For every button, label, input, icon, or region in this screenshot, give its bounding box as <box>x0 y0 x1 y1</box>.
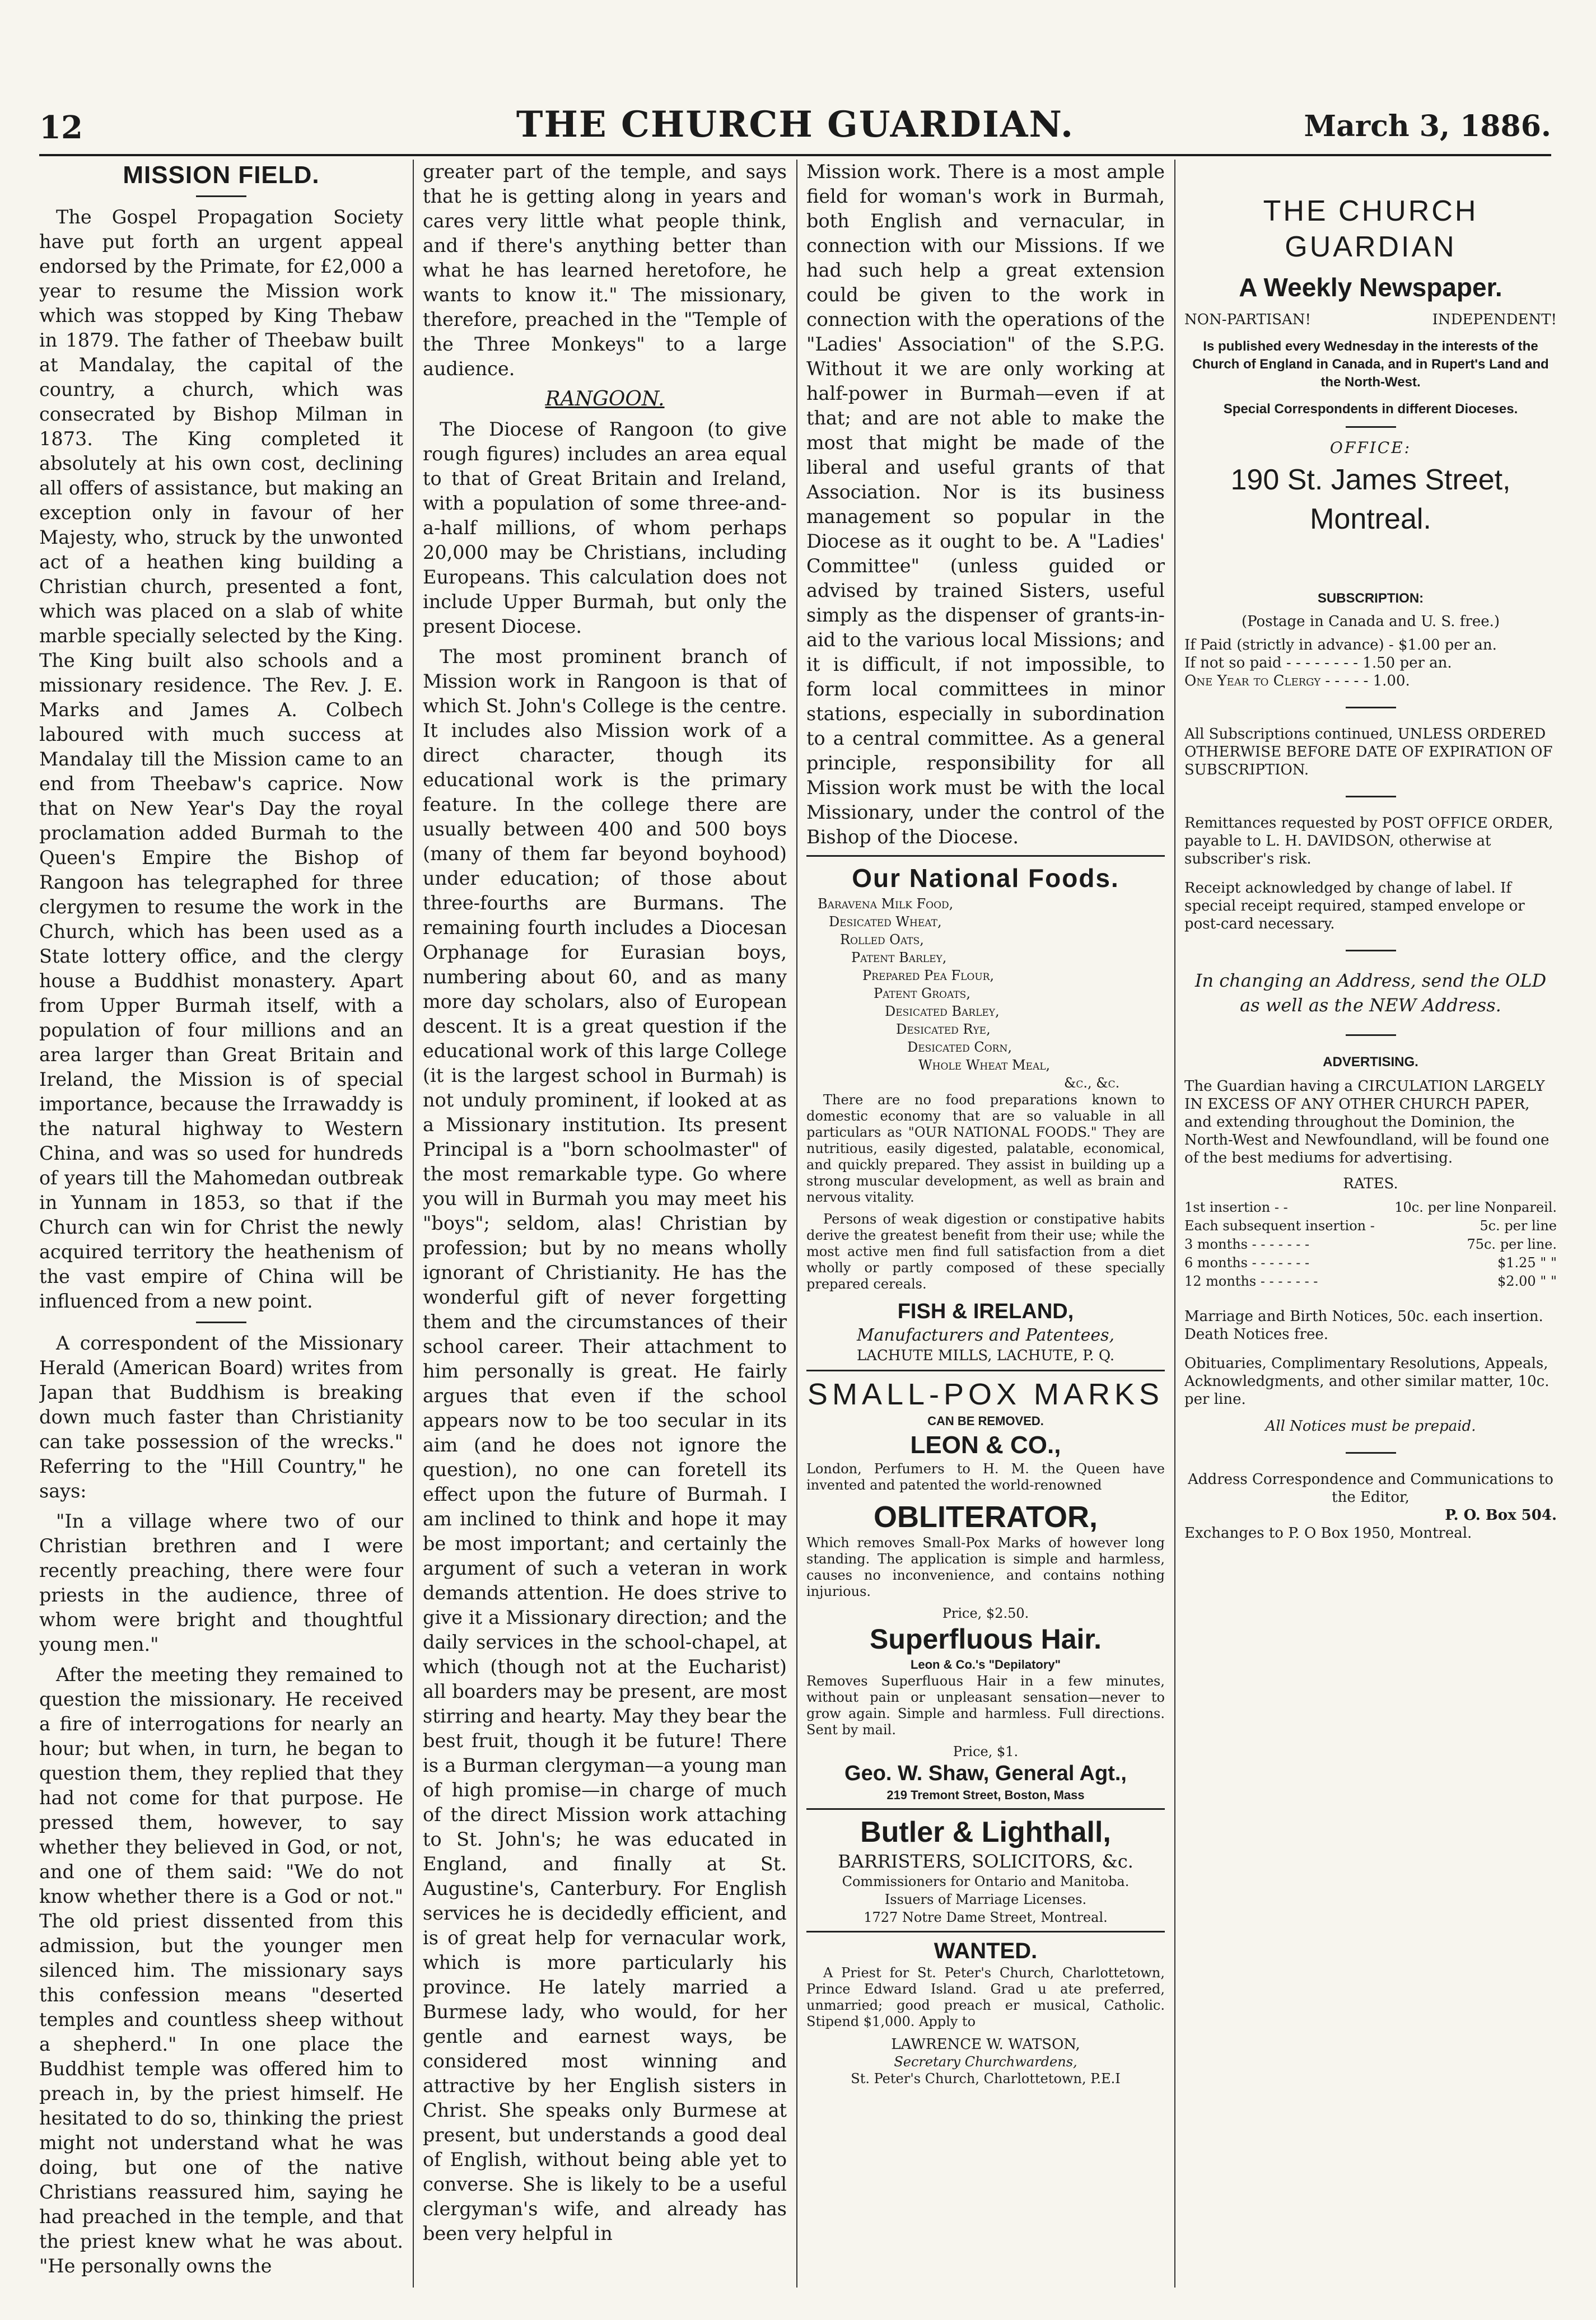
receipt-notice: Receipt acknowledged by change of label. If special receipt required, stamped envelope or post-card necessary. <box>1184 880 1525 932</box>
divider <box>1346 1452 1396 1454</box>
st-peters-address: St. Peter's Church, Charlottetown, P.E.I <box>851 2071 1121 2086</box>
rates-heading: RATES. <box>1343 1175 1398 1192</box>
rate-label: 3 months - - - - - - - <box>1184 1236 1310 1252</box>
list-item: Rolled Oats, <box>840 932 924 947</box>
obliterator-price: Price, $2.50. <box>942 1605 1029 1621</box>
marriage-notice: Marriage and Birth Notices, 50c. each insertion. Death Notices free. <box>1184 1308 1543 1343</box>
removed-label: CAN BE REMOVED. <box>927 1414 1044 1428</box>
depilatory-label: Leon & Co.'s "Depilatory" <box>910 1658 1061 1672</box>
column-3 <box>806 160 1165 2288</box>
mission-field-heading: MISSION FIELD. <box>123 161 320 189</box>
article-paragraph: A correspondent of the Missionary Herald (American Board) writes from Japan that Buddhism is breaking down much faster than Christianity can take possession of the wrecks." Referring to the "Hill Country," he says: <box>39 1332 403 1502</box>
advertising-heading: ADVERTISING. <box>1323 1054 1418 1070</box>
divider <box>1346 796 1396 797</box>
foods-advertisement <box>806 855 1165 1365</box>
list-item: Desicated Barley, <box>885 1003 1000 1019</box>
butler-advertisement <box>806 1808 1165 1926</box>
wanted-heading: WANTED. <box>934 1939 1038 1963</box>
column-1 <box>39 160 403 2288</box>
column-2 <box>423 160 787 2288</box>
article-paragraph: The Diocese of Rangoon (to give rough figures) includes an area equal to that of Great Britain and Ireland, with a population of some three-and-a-half millions, of whom perhaps 20,000 may be Christians, including Europeans. This calculation does not include Upper Burmah, but only the present Diocese. <box>423 418 787 637</box>
barristers-label: BARRISTERS, SOLICITORS, &c. <box>838 1851 1133 1872</box>
weekly-label: A Weekly Newspaper. <box>1239 273 1502 302</box>
rate-paid: If Paid (strictly in advance) - $1.00 per an. <box>1184 637 1497 653</box>
obituaries-notice: Obituaries, Complimentary Resolutions, Appeals, Acknowledgments, and other similar matter, 10c. per line. <box>1184 1355 1550 1408</box>
continued-notice: All Subscriptions continued, UNLESS ORDERED OTHERWISE BEFORE DATE OF EXPIRATION OF SUBSCRIPTION. <box>1184 726 1553 778</box>
issuers-label: Issuers of Marriage Licenses. <box>884 1892 1087 1907</box>
rate-not-paid: If not so paid - - - - - - - - 1.50 per an. <box>1184 655 1452 671</box>
ad-text: There are no food preparations known to domestic economy that are so valuable in all particulars as "OUR NATIONAL FOODS." They are nutritious, easily digested, palatable, economical, and quickly prepared. They assist in building up a strong muscular development, as well as brain and nervous vitality. <box>806 1092 1165 1205</box>
list-item: Patent Groats, <box>874 986 970 1001</box>
change-address-notice: In changing an Address, send the OLD as well as the NEW Address. <box>1194 970 1547 1016</box>
rate-value: 10c. per line Nonpareil. <box>1394 1199 1557 1215</box>
divider <box>196 195 246 197</box>
column-rule <box>796 160 797 2288</box>
office-address: 190 St. James Street, Montreal. <box>1230 464 1511 535</box>
rate-row <box>1184 1198 1557 1217</box>
rate-value: 5c. per line <box>1480 1218 1557 1234</box>
correspondents-text: Special Correspondents in different Dioceses. <box>1223 402 1518 417</box>
leon-advertisement <box>806 1370 1165 1804</box>
nonpartisan-label: NON-PARTISAN! <box>1184 311 1312 328</box>
article-paragraph: The Gospel Propagation Society have put forth an urgent appeal endorsed by the Primate, for £2,000 a year to resume the Mission work which was stopped by King Thebaw in 1879. The father of Theebaw built at Mandalay, the capital of the country, a church, which was consecrated by Bishop Milman in 1873. The King completed it absolutely at his own cost, declining all offers of assistance, but making an exception only in favour of her Majesty, who, struck by the unwonted act of a heathen king building a Christian church, presented a font, which was placed on a slab of white marble specially selected by the King. The King built also schools and a missionary residence. The Rev. J. E. Marks and James A. Colbech laboured with much success at Mandalay till the Mission came to an end from Theebaw's caprice. Now that on New Year's Day the royal proclamation added Burmah to the Queen's Empire the Bishop of Rangoon has telegraphed for three clergymen to resume the work in the Church, which has been used as a State lottery office, and the clergy house a Buddhist monastery. Apart from Upper Burmah itself, with a population of four millions and an area larger than Great Britain and Ireland, the Mission is of special importance, because the Irrawaddy is the natural highway to Western China, and was so used for hundreds of years till the Mahomedan outbreak in Yunnam in 1853, so that if the Church can win for Christ the newly acquired territory the heathenism of the vast empire of China will be influenced from a new point. <box>39 206 403 1312</box>
article-paragraph: The most prominent branch of Mission work in Rangoon is that of which St. John's College is the centre. It includes also Mission work of a direct character, though its educational work is the primary feature. In the college there are usually between 400 and 500 boys (many of them far beyond boyhood) under education; of those about three-fourths are Burmans. The remaining fourth includes a Diocesan Orphanage for Eurasian boys, numbering about 60, and as many more day scholars, also of European descent. It is a great question if the educational work of this large College (it is the largest school in Burmah) is not unduly prominent, if looked at as a Missionary institution. Its present Principal is a "born schoolmaster" of the most remarkable type. Go where you will in Burmah you may meet his "boys"; seldom, alas! Christian by profession; but by no means wholly ignorant of Christianity. He has the wonderful gift of never forgetting them and the circumstances of their school career. Their attachment to him personally is great. He fairly argues that even if the school appears now to be too secular in its aim (and he does not ignore the question), no one can foretell its effect upon the future of Burmah. I am inclined to think and hope it may be most important; and certainly the argument of such a veteran in work demands attention. He does strive to give it a Missionary direction; and the daily services in the school-chapel, at which (though not at the Eucharist) all boarders may be present, are most stirring and hearty. May they bear the best fruit, though it be future! There is a Burman clergyman—a young man of high promise—in charge of much of the direct Mission work attaching to St. John's; he was educated in England, and finally at St. Augustine's, Canterbury. For English services he is decidedly efficient, and is of great help for vernacular work, which is more particularly his province. He lately married a Burmese lady, who would, for her gentle and earnest ways, be considered most winning and attractive by her English sisters in Christ. She speaks only Burmese at present, but understands a good deal of English, without being able yet to converse. She is likely to be a useful clergyman's wife, and already has been very helpful in <box>423 646 787 2244</box>
article-paragraph: Mission work. There is a most ample field for woman's work in Burmah, both English and vernacular, in connection with our Missions. If we had such help a great extension could be given to the work in connection with the operations of the "Ladies' Association" of the S.P.G. Without it we are only working at half-power in Burmah—even if at that; and are not able to make the most that might be made of the liberal and useful grants of that Association. Nor is its business management so popular in the Diocese as it ought to be. A "Ladies' Committee" (unless guided or advised by trained Sisters, useful simply as the dispenser of grants-in-aid to the various local Missions; and it is difficult, if not impossible, to form local committees in minor stations, especially in subordination to a central committee. As a general principle, responsibility for all Mission work must be with the local Missionary, under the control of the Bishop of the Diocese. <box>806 161 1165 848</box>
address-correspondence: Address Correspondence and Communications to the Editor, <box>1188 1471 1553 1506</box>
list-item: Desicated Rye, <box>896 1021 991 1037</box>
leon-name: LEON & CO., <box>910 1431 1061 1459</box>
list-item: Desicated Corn, <box>907 1039 1012 1055</box>
independent-label: INDEPENDENT! <box>1432 311 1557 328</box>
nonpartisan-row <box>1184 309 1557 331</box>
rate-value: 75c. per line. <box>1467 1236 1557 1252</box>
shaw-name: Geo. W. Shaw, General Agt., <box>844 1762 1127 1785</box>
wanted-advertisement <box>806 1931 1165 2087</box>
watson-name: LAWRENCE W. WATSON, <box>891 2036 1080 2053</box>
list-item: Whole Wheat Meal, <box>918 1057 1051 1073</box>
rate-clergy: One Year to Clergy - - - - - 1.00. <box>1184 673 1410 689</box>
foods-list <box>806 895 1165 1092</box>
page-number: 12 <box>39 109 83 146</box>
spacer <box>1184 539 1557 589</box>
rate-label: 6 months - - - - - - - <box>1184 1255 1310 1271</box>
fish-ireland-sub: Manufacturers and Patentees, <box>856 1325 1115 1345</box>
rates-table <box>1184 1198 1557 1291</box>
newspaper-title: THE CHURCH GUARDIAN. <box>516 104 1075 146</box>
prepaid-notice: All Notices must be prepaid. <box>1265 1418 1476 1435</box>
advertising-text: The Guardian having a CIRCULATION LARGELY IN EXCESS OF ANY OTHER CHURCH PAPER, and extending throughout the Dominion, the North-West and Newfoundland, will be found one of the best mediums for advertising. <box>1184 1078 1550 1166</box>
ad-text: A Priest for St. Peter's Church, Charlottetown, Prince Edward Island. Grad u ate preferred, unmarried; good preach er musical, Catholic. Stipend $1,000. Apply to <box>806 1965 1165 2029</box>
commissioners-label: Commissioners for Ontario and Manitoba. <box>842 1874 1130 1889</box>
guardian-title: THE CHURCH GUARDIAN <box>1263 195 1478 263</box>
rate-value: $1.25 " " <box>1497 1255 1557 1271</box>
fish-ireland-name: FISH & IRELAND, <box>897 1300 1074 1323</box>
ad-text: London, Perfumers to H. M. the Queen have invented and patented the world-renowned <box>806 1461 1165 1493</box>
column-4 <box>1184 160 1557 2288</box>
masthead <box>39 104 1551 156</box>
published-text: Is published every Wednesday in the interests of the Church of England in Canada, and in Rupert's Land and the North-West. <box>1192 339 1549 390</box>
fish-ireland-address: LACHUTE MILLS, LACHUTE, P. Q. <box>856 1347 1115 1364</box>
divider <box>1346 950 1396 951</box>
rangoon-heading: RANGOON. <box>545 388 665 410</box>
divider <box>1346 707 1396 708</box>
divider <box>1346 426 1396 428</box>
article-paragraph: "In a village where two of our Christian brethren and I were recently preaching, there were four priests in the audience, three of whom were bright and thoughtful young men." <box>39 1510 403 1655</box>
postage-note: (Postage in Canada and U. S. free.) <box>1241 613 1500 630</box>
article-paragraph: After the meeting they remained to question the missionary. He received a fire of interrogations for nearly an hour; but when, in turn, he began to question them, they replied that they had not come for that purpose. He pressed them, however, to say whether they believed in God, or not, and one of them said: "We do not know whether there is a God or not." The old priest dissented from this admission, but the younger men silenced him. The missionary says this confession means "deserted temples and countless sheep without a shepherd." In one place the Buddhist temple was offered him to preach in, by the priest himself. He hesitated to do so, thinking the priest might not understand what he was doing, but one of the native Christians reassured him, saying he had preached in the temple, and that the priest knew what he was about. "He personally owns the <box>39 1664 403 2277</box>
remittances-notice: Remittances requested by POST OFFICE ORDER, payable to L. H. DAVIDSON, otherwise at subscriber's risk. <box>1184 815 1553 867</box>
list-item: Desicated Wheat, <box>829 914 942 930</box>
notre-dame-address: 1727 Notre Dame Street, Montreal. <box>864 1910 1108 1925</box>
issue-date: March 3, 1886. <box>1304 109 1551 143</box>
wardens-label: Secretary Churchwardens, <box>894 2054 1077 2070</box>
divider <box>1346 1034 1396 1036</box>
list-item: Baravena Milk Food, <box>818 896 954 912</box>
rate-row <box>1184 1217 1557 1235</box>
shaw-address: 219 Tremont Street, Boston, Mass <box>886 1788 1085 1802</box>
exchanges-address: Exchanges to P. O Box 1950, Montreal. <box>1184 1525 1472 1542</box>
box-number: P. O. Box 504. <box>1445 1507 1557 1524</box>
rate-row <box>1184 1272 1557 1291</box>
rate-label: Each subsequent insertion - <box>1184 1218 1375 1234</box>
list-item: Prepared Pea Flour, <box>862 968 995 983</box>
superfluous-heading: Superfluous Hair. <box>870 1623 1102 1655</box>
ad-text: Removes Superfluous Hair in a few minutes, without pain or unpleasant sensation—never to grow again. Simple and harmless. Full directions. Sent by mail. <box>806 1673 1165 1738</box>
rate-label: 1st insertion - - <box>1184 1199 1288 1215</box>
obliterator-heading: OBLITERATOR, <box>874 1500 1098 1534</box>
rate-label: 12 months - - - - - - - <box>1184 1273 1318 1289</box>
rate-row <box>1184 1254 1557 1272</box>
office-label: OFFICE: <box>1329 438 1412 457</box>
column-rule <box>1174 160 1175 2288</box>
divider <box>196 1322 246 1323</box>
smallpox-heading: SMALL-POX MARKS <box>807 1378 1164 1411</box>
depilatory-price: Price, $1. <box>953 1744 1019 1759</box>
butler-name: Butler & Lighthall, <box>860 1816 1111 1848</box>
list-item: Patent Barley, <box>851 950 947 965</box>
ad-text: Which removes Small-Pox Marks of however long standing. The application is simple and harmless, causes no inconvenience, and contains nothing injurious. <box>806 1535 1165 1599</box>
subscription-heading: SUBSCRIPTION: <box>1317 591 1424 606</box>
list-item: &c., &c. <box>1064 1075 1120 1091</box>
column-rule <box>413 160 414 2288</box>
spacer <box>1184 160 1557 193</box>
foods-heading: Our National Foods. <box>852 863 1119 893</box>
rate-value: $2.00 " " <box>1497 1273 1557 1289</box>
ad-text: Persons of weak digestion or constipative habits derive the greatest benefit from their use; while the most active men find full satisfaction from a diet wholly or partly composed of these specially prepared cereals. <box>806 1211 1165 1292</box>
rate-row <box>1184 1235 1557 1254</box>
article-paragraph: greater part of the temple, and says that he is getting along in years and cares very little what people think, and if there's anything better than what he has learned heretofore, he wants to know it." The missionary, therefore, preached in the "Temple of the Three Monkeys" to a large audience. <box>423 161 787 380</box>
